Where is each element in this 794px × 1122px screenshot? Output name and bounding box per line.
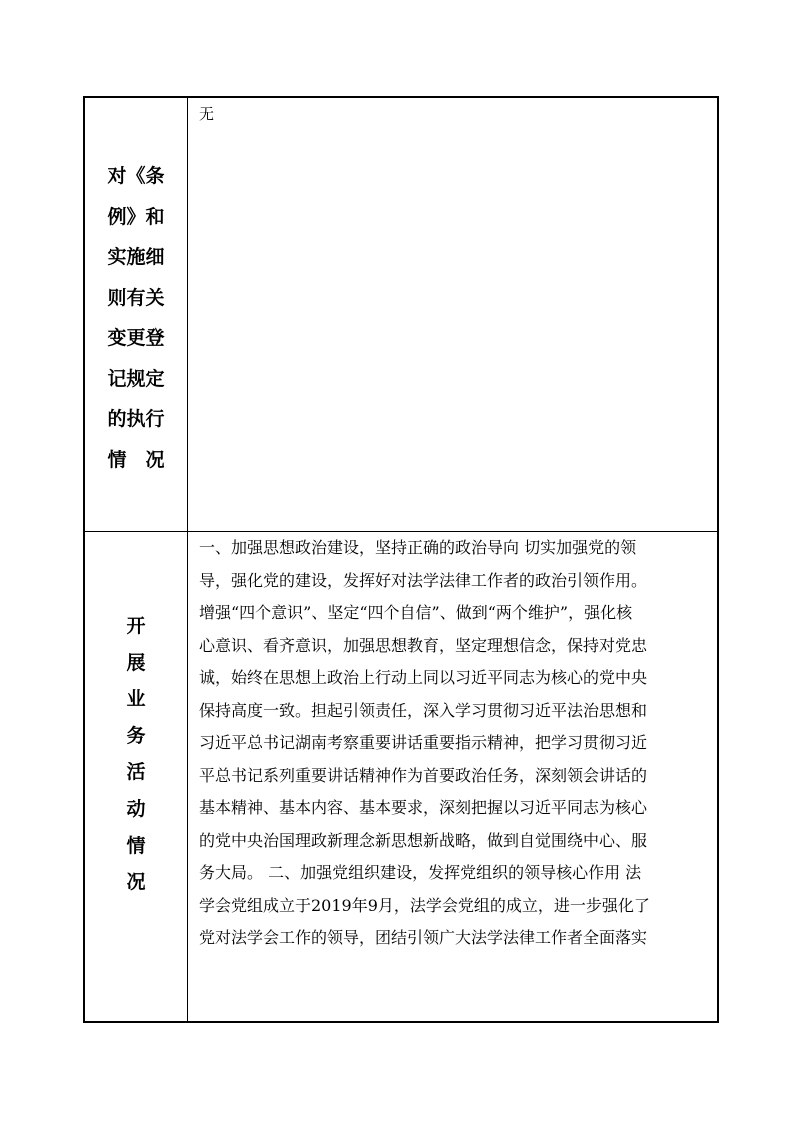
label-line: 务 bbox=[126, 724, 146, 747]
row-content-cell bbox=[189, 98, 717, 531]
label-line: 则有关 bbox=[107, 286, 165, 309]
label-line: 况 bbox=[126, 871, 146, 894]
label-line: 展 bbox=[126, 651, 146, 674]
business-activities-content bbox=[199, 532, 709, 955]
label-line: 情 bbox=[126, 834, 146, 857]
content-line: 平总书记系列重要讲话精神作为首要政治任务，深刻领会讲话的 bbox=[199, 765, 648, 785]
content-line: 习近平总书记湖南考察重要讲话重要指示精神，把学习贯彻习近 bbox=[199, 733, 648, 752]
change-registration-content: 无 bbox=[199, 105, 215, 123]
row-label-cell bbox=[85, 532, 188, 1021]
row-label-change-registration bbox=[85, 156, 187, 480]
label-line: 实施细 bbox=[107, 246, 165, 268]
content-line: 一、加强思想政治建设，坚持正确的政治导向 切实加强党的领 bbox=[199, 538, 637, 557]
label-line: 例》和 bbox=[107, 205, 165, 228]
label-line: 对《条 bbox=[107, 165, 165, 187]
content-line: 基本精神、基本内容、基本要求，深刻把握以习近平同志为核心 bbox=[199, 798, 648, 817]
content-line: 诚，始终在思想上政治上行动上同以习近平同志为核心的党中央 bbox=[199, 668, 648, 687]
content-line: 导，强化党的建设，发挥好对法学法律工作者的政治引领作用。 bbox=[199, 570, 648, 590]
label-line: 活 bbox=[126, 761, 146, 784]
content-line: 的党中央治国理政新理念新思想新战略，做到自觉围绕中心、服 bbox=[199, 830, 648, 850]
table-row bbox=[85, 98, 717, 532]
content-line: 心意识、看齐意识，加强思想教育，坚定理想信念，保持对党忠 bbox=[199, 635, 648, 655]
row-label-business-activities bbox=[85, 608, 187, 901]
label-line: 变更登 bbox=[107, 327, 165, 349]
label-line: 动 bbox=[126, 797, 146, 820]
registration-form-table bbox=[83, 96, 719, 1023]
content-line: 增强“四个意识”、坚定“四个自信”、做到“两个维护”，强化核 bbox=[199, 603, 633, 622]
content-line: 学会党组成立于2019年9月，法学会党组的成立，进一步强化了 bbox=[199, 895, 650, 915]
content-line: 务大局。 二、加强党组织建设，发挥党组织的领导核心作用 法 bbox=[199, 863, 642, 882]
label-line: 记规定 bbox=[107, 367, 165, 390]
row-content-cell bbox=[189, 532, 717, 1021]
label-line: 开 bbox=[126, 615, 146, 637]
table-row bbox=[85, 532, 717, 1021]
row-label-cell bbox=[85, 98, 188, 531]
label-line: 的执行 bbox=[107, 408, 165, 430]
content-line: 党对法学会工作的领导，团结引领广大法学法律工作者全面落实 bbox=[199, 928, 648, 947]
content-line: 保持高度一致。担起引领责任，深入学习贯彻习近平法治思想和 bbox=[199, 700, 648, 720]
label-line: 业 bbox=[126, 688, 146, 711]
label-line: 情 况 bbox=[107, 448, 165, 471]
